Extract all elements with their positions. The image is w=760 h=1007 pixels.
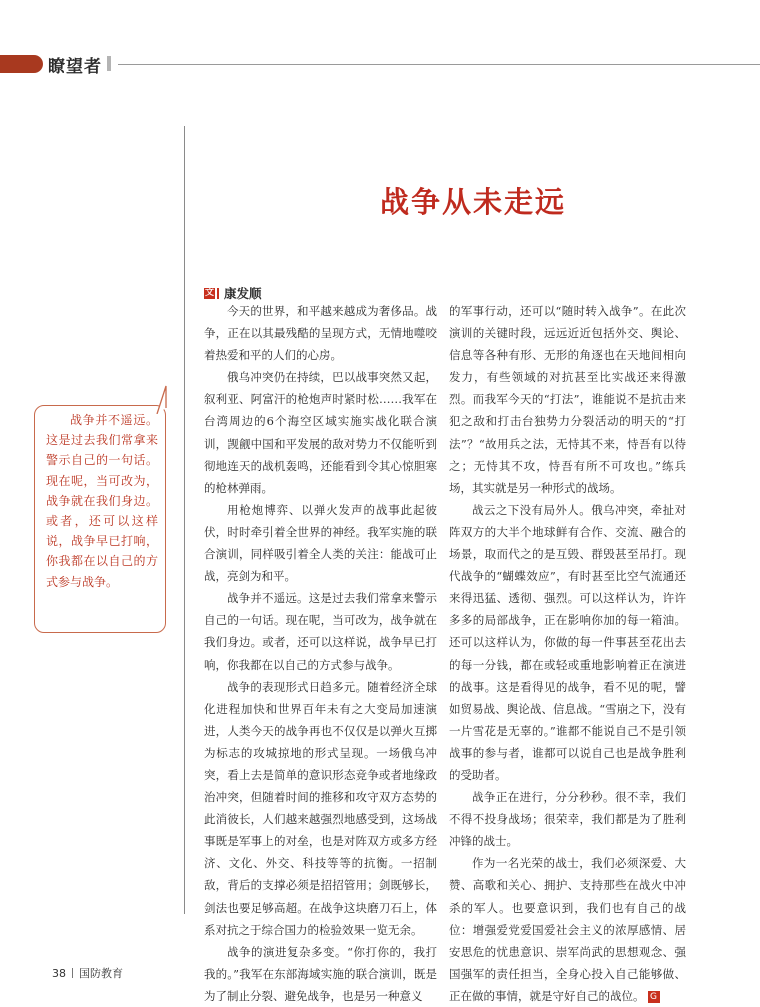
paragraph: 今天的世界，和平越来越成为奢侈品。战争，正在以其最残酷的呈现方式，无情地噬咬着热爱和平的人们的心房。 <box>204 304 437 363</box>
paragraph: 俄乌冲突仍在持续，巴以战事突然又起，叙利亚、阿富汗的枪炮声时紧时松……我军在台湾周边的6个海空区域实施实战化联合演训，觊觎中国和平发展的敌对势力不仅能听到彻地连天的战机轰鸣，还能看到令其心惊胆寒的枪林弹雨。 <box>204 370 437 495</box>
header-separator <box>107 56 111 71</box>
article-column-right <box>449 300 686 1007</box>
author-icon: 文 <box>204 287 214 298</box>
page-footer <box>52 965 123 981</box>
paragraph: 用枪炮博弈、以弹火发声的战事此起彼伏，时时牵引着全世界的神经。我军实施的联合演训，同样吸引着全人类的关注：能战可止战，亮剑为和平。 <box>204 502 437 584</box>
paragraph: 战争的演进复杂多变。“你打你的，我打我的。”我军在东部海域实施的联合演训，既是为了制止分裂、避免战争，也是另一种意义 <box>204 944 437 1003</box>
page-number: 38 <box>52 966 66 980</box>
end-mark-icon: G <box>648 991 660 1003</box>
paragraph: 战争正在进行，分分秒秒。很不幸，我们不得不投身战场；很荣幸，我们都是为了胜利冲锋的战士。 <box>449 790 686 849</box>
header-accent-bar <box>0 55 43 73</box>
paragraph: 战争并不遥远。这是过去我们常拿来警示自己的一句话。现在呢，当可改为，战争就在我们身边。或者，还可以这样说，战争早已打响，你我都在以自己的方式参与战争。 <box>204 591 437 672</box>
paragraph-continuation: 的军事行动，还可以“随时转入战争”。在此次演训的关键时段，远远近近包括外交、舆论、信息等各种有形、无形的角逐也在天地间相向发力，有些领域的对抗甚至比实战还来得激烈。而我军今天的“打法”，谁能说不是抗击来犯之敌和打击台独势力分裂活动的明天的“打法”？“故用兵之法，无恃其不来，恃吾有以待之；无恃其不攻，恃吾有所不可攻也。”练兵场，其实就是另一种形式的战场。 <box>449 304 686 495</box>
header-rule <box>118 64 760 65</box>
publication-name: 国防教育 <box>79 967 123 980</box>
author-name: 康发顺 <box>224 286 262 301</box>
paragraph: 战争的表现形式日趋多元。随着经济全球化进程加快和世界百年未有之大变局加速演进，人类今天的战争再也不仅仅是以弹火互掷为标志的攻城掠地的形式呈现。一场俄乌冲突，看上去是简单的意识形态竞争或者地缘政治冲突，但随着时间的推移和攻守双方态势的此消彼长，人们越来越强烈地感受到，这场战事既是军事上的对垒，也是对阵双方或多方经济、文化、外交、科技等等的抗衡。一招制敌，背后的支撑必须是招招管用；剑既够长，剑法也要足够高超。在战争这块磨刀石上，体系对抗之于综合国力的检验效果一览无余。 <box>204 679 437 937</box>
column-divider-line <box>184 126 185 914</box>
article-title: 战争从未走远 <box>379 185 566 219</box>
article-column-left <box>204 300 437 1007</box>
magazine-section-title: 瞭望者 <box>48 57 102 77</box>
footer-separator <box>72 968 73 978</box>
paragraph-text: 作为一名光荣的战士，我们必须深爱、大赞、高歌和关心、拥护、支持那些在战火中冲杀的军人。也要意识到，我们也有自己的战位：增强爱党爱国爱社会主义的浓厚感情、居安思危的忧患意识、崇军尚武的思想观念、强国强军的责任担当，全身心投入自己能够做、正在做的事情，就是守好自己的战位。 <box>449 856 686 1003</box>
pull-quote-text: 战争并不遥远。这是过去我们常拿来警示自己的一句话。现在呢，当可改为，战争就在我们身边。或者，还可以这样说，战争早已打响，你我都在以自己的方式参与战争。 <box>46 413 158 589</box>
author-separator <box>217 288 219 299</box>
paragraph: 战云之下没有局外人。俄乌冲突，牵扯对阵双方的大半个地球鲜有合作、交流、融合的场景，取而代之的是互毁、群毁甚至吊打。现代战争的“蝴蝶效应”，有时甚至比空气流通还来得迅猛、透彻、强烈。可以这样认为，许许多多的局部战争，正在影响你加的每一箱油。还可以这样认为，你做的每一件事甚至花出去的每一分钱，都在或轻或重地影响着正在演进的战事。这是看得见的战争，看不见的呢，譬如贸易战、舆论战、信息战。“雪崩之下，没有一片雪花是无辜的。”谁都不能说自己不是引领战事的参与者，谁都可以说自己也是战争胜利的受助者。 <box>449 502 686 782</box>
paragraph-last <box>449 852 686 1007</box>
pull-quote-notch <box>156 384 170 414</box>
